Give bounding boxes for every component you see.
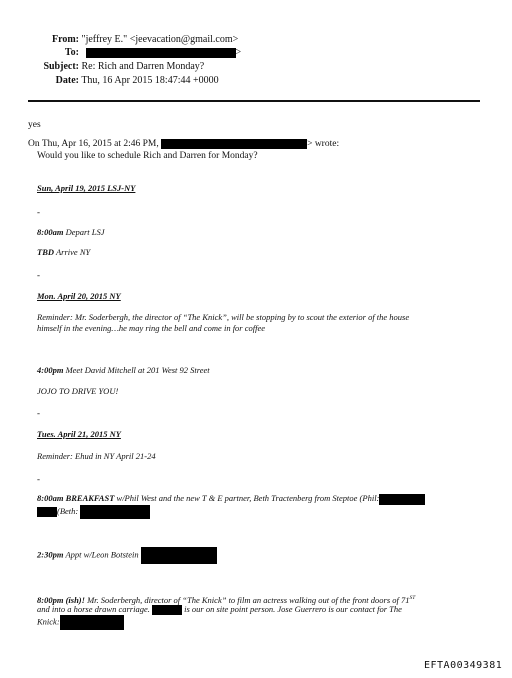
- document-id: EFTA00349381: [424, 660, 503, 671]
- event-text: w/Phil West and the new T & E partner, Beth Tractenberg from Steptoe (Phil:: [116, 493, 380, 503]
- quote-line: Would you like to schedule Rich and Darren for Monday?: [37, 151, 258, 161]
- event-text: and into a horse drawn carriage.: [37, 604, 150, 614]
- date-value: Thu, 16 Apr 2015 18:47:44 +0000: [81, 75, 219, 86]
- tuesday-event-breakfast: [37, 493, 425, 505]
- quote-intro: On Thu, Apr 16, 2015 at 2:46 PM,: [28, 139, 159, 150]
- dash-separator: -: [37, 270, 40, 280]
- from-value: "jeffrey E." <jeevacation@gmail.com>: [81, 34, 239, 45]
- event-time: 2:30pm: [37, 549, 64, 560]
- redaction-block: [141, 547, 217, 564]
- monday-heading: Mon. April 20, 2015 NY: [37, 291, 121, 301]
- tuesday-event-appt: [37, 547, 217, 564]
- header-divider: [28, 100, 480, 102]
- to-suffix: >: [235, 47, 242, 58]
- redaction-block: [86, 48, 236, 58]
- tuesday-event-breakfast-line2: [37, 505, 150, 519]
- sunday-heading: Sun, April 19, 2015 LSJ-NY: [37, 183, 136, 193]
- redaction-block: [152, 605, 182, 615]
- sunday-event-depart: [37, 227, 105, 237]
- redaction-block: [60, 615, 124, 630]
- to-label: To:: [64, 47, 79, 58]
- tuesday-event-filming-line2: [37, 604, 402, 615]
- event-text: Mr. Soderbergh, director of “The Knick” to film an actress walking out of the front doors of 71: [87, 594, 410, 605]
- event-time: TBD: [37, 247, 54, 257]
- tuesday-heading: Tues. April 21, 2015 NY: [37, 429, 121, 439]
- subject-label: Subject:: [43, 61, 79, 72]
- from-row: [14, 34, 238, 46]
- sunday-event-arrive: [37, 247, 90, 257]
- subject-value: Re: Rich and Darren Monday?: [81, 61, 205, 72]
- tuesday-event-filming-line3: [37, 615, 124, 630]
- subject-row: [14, 61, 204, 73]
- dash-separator: -: [37, 408, 40, 418]
- event-text: (Beth:: [57, 505, 79, 516]
- to-row: [14, 47, 241, 59]
- event-time: 8:00am: [37, 227, 64, 237]
- event-text: Arrive NY: [55, 247, 91, 257]
- monday-reminder-line1: Reminder: Mr. Soderbergh, the director of “The Knick”, will be stopping by to scout the exterior of the house: [37, 312, 410, 322]
- reply-text: yes: [28, 120, 41, 130]
- event-time: 8:00pm (ish)!: [37, 594, 85, 605]
- monday-event-driver: JOJO TO DRIVE YOU!: [37, 386, 119, 396]
- redaction-block: [379, 494, 425, 505]
- event-text: is our on site point person. Jose Guerrero is our contact for The: [184, 604, 402, 614]
- dash-separator: -: [37, 207, 40, 217]
- redaction-block: [37, 507, 57, 517]
- quote-suffix: > wrote:: [307, 139, 340, 150]
- event-time: 8:00am BREAKFAST: [37, 493, 115, 503]
- date-label: Date:: [55, 75, 79, 86]
- date-row: [14, 75, 219, 87]
- superscript: ST: [409, 595, 416, 601]
- quote-intro-row: [28, 139, 339, 150]
- event-text: Appt w/Leon Botstein: [65, 549, 139, 560]
- redaction-block: [80, 505, 150, 519]
- event-text: Knick:: [37, 616, 60, 627]
- event-text: Depart LSJ: [65, 227, 105, 237]
- monday-event-meeting: [37, 365, 210, 375]
- tuesday-reminder: Reminder: Ehud in NY April 21-24: [37, 451, 156, 461]
- event-text: Meet David Mitchell at 201 West 92 Street: [65, 365, 210, 375]
- monday-reminder-line2: himself in the evening…he may ring the bell and come in for coffee: [37, 323, 266, 333]
- event-time: 4:00pm: [37, 365, 64, 375]
- redaction-block: [161, 139, 307, 149]
- dash-separator: -: [37, 474, 40, 484]
- from-label: From:: [51, 34, 79, 45]
